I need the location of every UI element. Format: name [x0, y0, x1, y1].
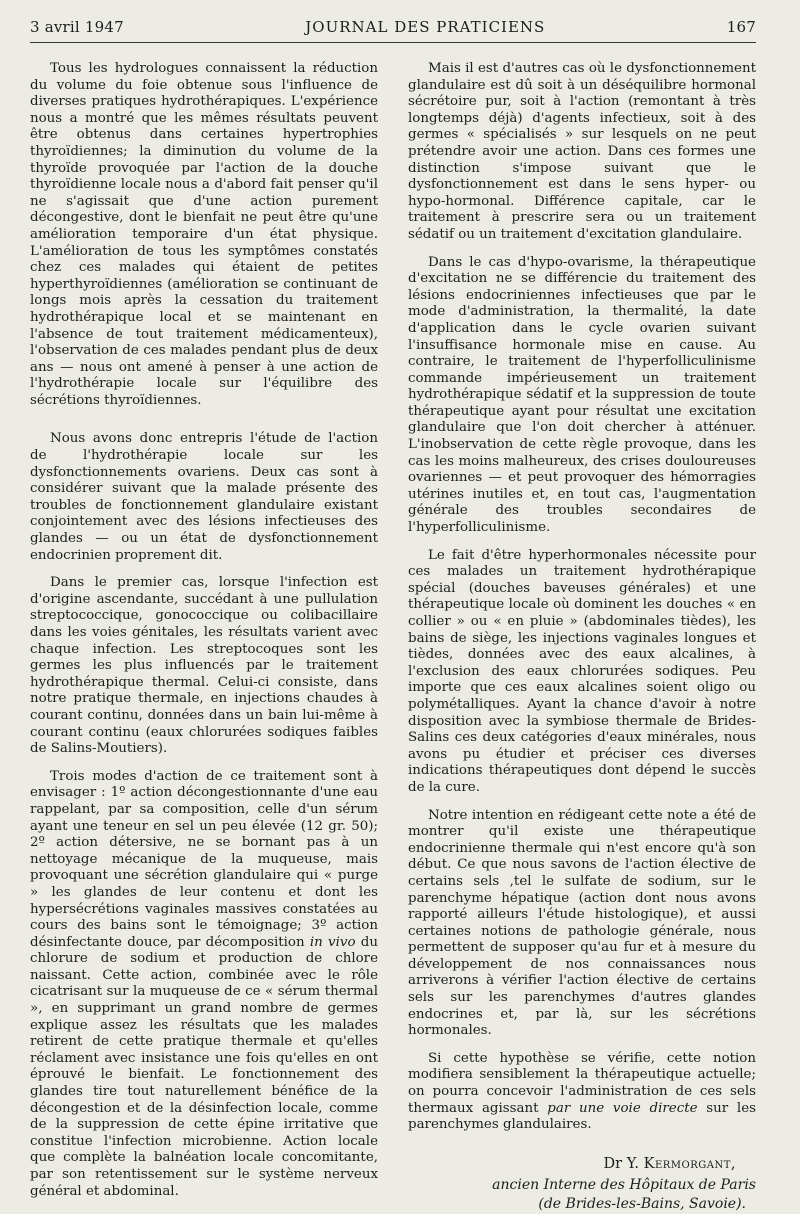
right-column — [408, 61, 756, 1214]
text-run: Si cette hypothèse se vérifie, cette notion modifiera sensiblement la thérapeutique actuelle; on pourra concevoir l'administration de ces sels thermaux agissant — [408, 1050, 756, 1116]
paragraph — [30, 769, 378, 1200]
italic-text: in vivo — [309, 934, 356, 950]
author-signature — [408, 1156, 756, 1214]
author-surname: Kermorgant, — [643, 1155, 736, 1172]
paragraph: Dans le cas d'hypo-ovarisme, la thérapeutique d'excitation ne se différencie du traitement des lésions endocriniennes infectieuses que par le mode d'administration, la thermalité, la date d'application dans le cycle ovarien suivant l'insuffisance hormonale mise en cause. Au contraire, le traitement de l'hyperfolliculinisme commande impérieusement un traitement hydrothérapique sédatif et la suppression de toute thérapeutique ayant pour résultat une excitation glandulaire que l'on doit chercher à atténuer. L'inobservation de cette règle provoque, dans les cas les moins malheureux, des crises douloureuses ovariennes — et peut provoquer des hémorragies utérines inutiles et, en tout cas, l'augmentation générale des troubles secondaires de l'hyperfolliculinisme. — [408, 254, 756, 536]
header-page-number: 167 — [726, 18, 756, 36]
article-columns — [30, 61, 756, 1214]
paragraph — [408, 1051, 756, 1134]
paragraph: Nous avons donc entrepris l'étude de l'action de l'hydrothérapie locale sur les dysfonctionnements ovariens. Deux cas sont à considérer suivant que la malade présente des troubles de fonctionnement glandulaire existant conjointement avec des lésions infectieuses des glandes — ou un état de dysfonctionnement endocrinien proprement dit. — [30, 431, 378, 563]
paragraph: Le fait d'être hyperhormonales nécessite pour ces malades un traitement hydrothérapique spécial (douches baveuses générales) et une thérapeutique locale où dominent les douches « en collier » ou « en pluie » (abdominales tièdes), les bains de siège, les injections vaginales longues et tièdes, données avec des eaux alcalines, à l'exclusion des eaux chlorurées sodiques. Peu importe que ces eaux alcalines soient oligo ou polymétalliques. Ayant la chance d'avoir à notre disposition avec la symbiose thermale de Brides-Salins ces deux catégories d'eaux minérales, nous avons pu étudier et préciser ces diverses indications thérapeutiques dont dépend le succès de la cure. — [408, 547, 756, 795]
italic-text: par une voie directe — [547, 1100, 698, 1116]
text-run: sur les parenchymes glandulaires. — [408, 1100, 756, 1133]
header-journal-title: JOURNAL DES PRATICIENS — [305, 18, 546, 36]
text-run: Trois modes d'action de ce traitement sont à envisager : 1º action décongestionnante d'une eau rappelant, par sa composition, celle d'un sérum ayant une teneur en sel un peu élevée (12 gr. 50); 2º action détersive, ne se bornant pas à un nettoyage mécanique de la muqueuse, mais provoquant une sécrétion glandulaire qui « purge » les glandes de leur contenu et dont les hypersécrétions vaginales massives constatées au cours des bains sont le témoignage; 3º action désinfectante douce, par décomposition — [30, 768, 378, 950]
paragraph: Tous les hydrologues connaissent la réduction du volume du foie obtenue sous l'influence de diverses pratiques hydrothérapiques. L'expérience nous a montré que les mêmes résultats peuvent être obtenus dans certaines hypertrophies thyroïdiennes; la diminution du volume de la thyroïde provoquée par l'action de la douche thyroïdienne locale nous a d'abord fait penser qu'il ne s'agissait que d'une action purement décongestive, dont le bienfait ne peut être qu'une amélioration temporaire d'un état physique. L'amélioration de tous les symptômes constatés chez ces malades qui étaient de petites hyperthyroïdiennes (amélioration se continuant de longs mois après la cessation du traitement hydrothérapique local et se maintenant en l'absence de tout traitement médicamenteux), l'observation de ces malades pendant plus de deux ans — nous ont amené à penser à une action de l'hydrothérapie locale sur l'équilibre des sécrétions thyroïdiennes. — [30, 61, 378, 408]
paragraph: Dans le premier cas, lorsque l'infection est d'origine ascendante, succédant à une pullulation streptococcique, gonococcique ou colibacillaire dans les voies génitales, les résultats varient avec chaque infection. Les streptocoques sont les germes les plus influencés par le traitement hydrothérapique thermal. Celui-ci consiste, dans notre pratique thermale, en injections chaudes à courant continu, données dans un bain lui-même à courant continu (eaux chlorurées sodiques faibles de Salins-Moutiers). — [30, 575, 378, 757]
author-name — [408, 1156, 756, 1172]
author-location: (de Brides-les-Bains, Savoie). — [538, 1195, 746, 1212]
author-prefix: Dr Y. — [603, 1155, 640, 1172]
author-title: ancien Interne des Hôpitaux de Paris — [492, 1176, 756, 1193]
running-header — [30, 18, 756, 43]
header-date: 3 avril 1947 — [30, 18, 124, 36]
paragraph: Mais il est d'autres cas où le dysfonctionnement glandulaire est dû soit à un déséquilibre hormonal sécrétoire pur, soit à l'action (remontant à très longtemps déjà) d'agents infectieux, soit à des germes « spécialisés » sur lesquels on ne peut prétendre avoir une action. Dans ces formes une distinction s'impose suivant que le dysfonctionnement est dans le sens hyper- ou hypo-hormonal. Différence capitale, car le traitement à prescrire sera ou un traitement sédatif ou un traitement d'excitation glandulaire. — [408, 61, 756, 242]
left-column — [30, 61, 378, 1214]
paragraph: Notre intention en rédigeant cette note a été de montrer qu'il existe une thérapeutique endocrinienne thermale qui n'est encore qu'à son début. Ce que nous savons de l'action élective de certains sels ,tel le sulfate de sodium, sur le parenchyme hépatique (action dont nous avons rapporté ailleurs l'étude histologique), et aussi certaines notions de pathologie générale, nous permettent de supposer qu'au fur et à mesure du développement de nos connaissances nous arriverons à vérifier l'action élective de certains sels sur les parenchymes d'autres glandes endocrines et, par là, sur les sécrétions hormonales. — [408, 807, 756, 1039]
text-run: du chlorure de sodium et production de chlore naissant. Cette action, combinée avec le rôle cicatrisant sur la muqueuse de ce « sérum thermal », en supprimant un grand nombre de germes explique assez les résultats que les malades retirent de cette pratique thermale et qu'elles réclament avec insistance une fois qu'elles en ont éprouvé le bienfait. Le fonctionnement des glandes tire tout naturellement bénéfice de la décongestion et de la désinfection locale, comme de la suppression de cette épine irritative que constitue l'infection microbienne. Action locale que complète la balnéation locale concomitante, par son retentissement sur le système nerveux général et abdominal. — [30, 934, 379, 1199]
